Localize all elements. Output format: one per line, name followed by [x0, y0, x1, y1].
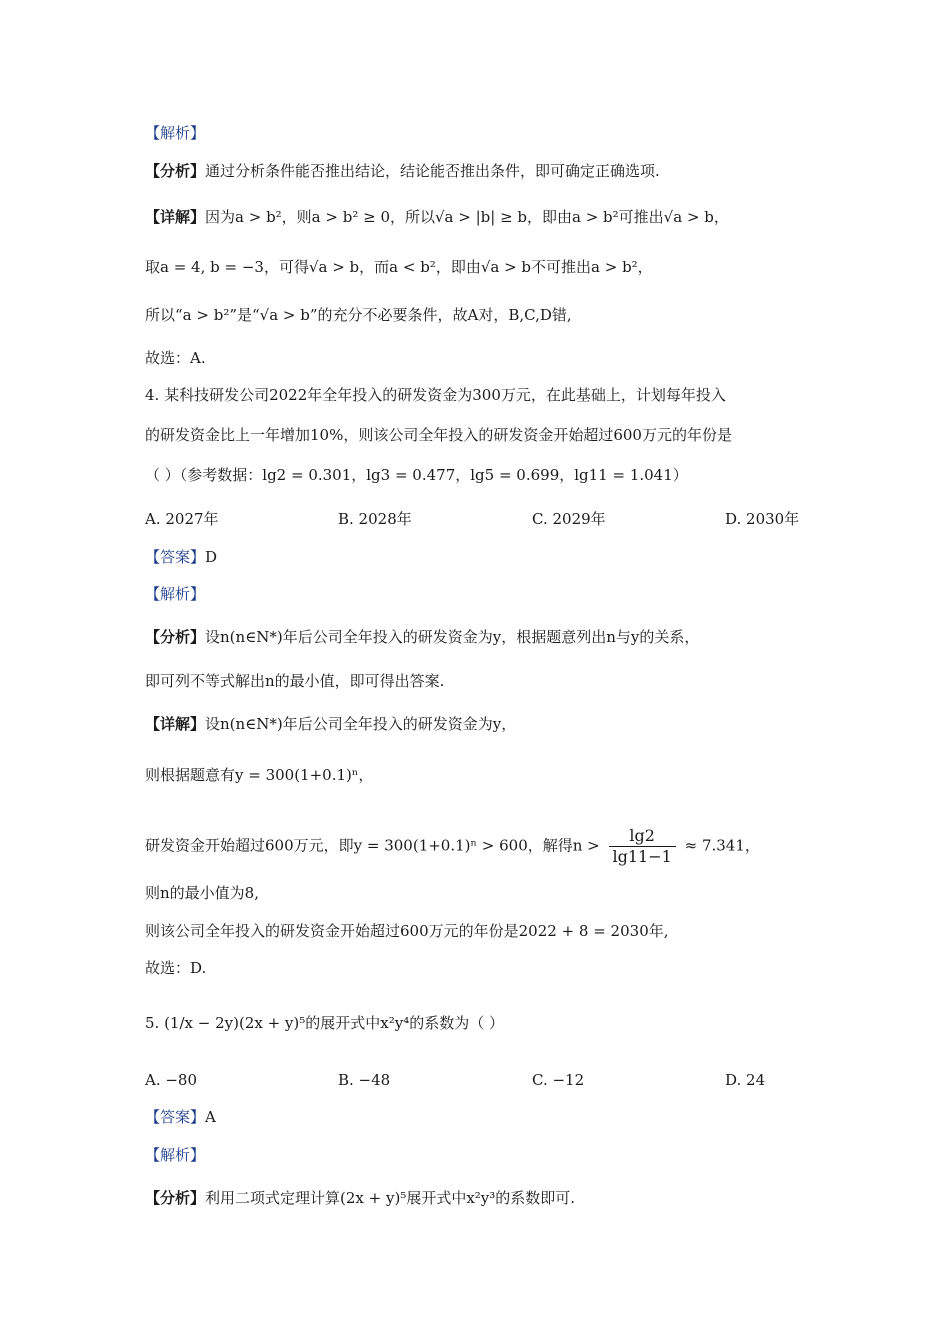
jiexi-heading: 【解析】: [145, 124, 206, 142]
q3-xiangjie-2: 取a = 4, b = −3，可得√a > b，而a < b²，即由√a > b不可推出a > b²，: [145, 258, 653, 276]
q4-xiangjie-1: [145, 714, 516, 734]
q4-option-b: B. 2028年: [338, 510, 412, 528]
fraction: [609, 826, 676, 867]
answer-tag: 【答案】: [145, 548, 206, 566]
q4-option-a: A. 2027年: [145, 510, 219, 528]
q4-guxuan: 故选：D.: [145, 959, 207, 977]
q5-jiexi: 【解析】: [145, 1146, 206, 1164]
q4-xiangjie-2: 则根据题意有y = 300(1+0.1)ⁿ，: [145, 766, 374, 784]
xiangjie-text: 因为a > b²，则a > b² ≥ 0，所以√a > |b| ≥ b，即由a > b²可推出√a > b，: [205, 208, 729, 226]
q3-fenxi: [145, 161, 660, 181]
q4-fenxi-2: 即可列不等式解出n的最小值，即可得出答案.: [145, 672, 445, 690]
answer-tag: 【答案】: [145, 1108, 206, 1126]
q4-jiexi: 【解析】: [145, 585, 206, 603]
xiangjie-3-approx: ≈ 7.341，: [684, 836, 760, 855]
q4-xiangjie-4: 则n的最小值为8,: [145, 884, 259, 902]
q3-xiangjie-1: [145, 207, 729, 227]
q5-option-a: A. −80: [145, 1071, 198, 1089]
fraction-numerator: lg2: [609, 826, 676, 847]
q4-stem-2: 的研发资金比上一年增加10%，则该公司全年投入的研发资金开始超过600万元的年份是: [145, 426, 732, 444]
fenxi-text: 设n(n∈N*)年后公司全年投入的研发资金为y，根据题意列出n与y的关系，: [205, 628, 700, 646]
q3-guxuan: 故选：A.: [145, 349, 206, 367]
q5-option-c: C. −12: [532, 1071, 585, 1089]
fenxi-tag: 【分析】: [145, 628, 206, 646]
fenxi-tag: 【分析】: [145, 162, 206, 180]
q5-option-b: B. −48: [338, 1071, 391, 1089]
q4-xiangjie-3: [145, 826, 760, 867]
fenxi-text: 利用二项式定理计算(2x + y)⁵展开式中x²y³的系数即可.: [205, 1189, 576, 1207]
answer-value: A: [205, 1108, 216, 1126]
q3-xiangjie-3: 所以“a > b²”是“√a > b”的充分不必要条件，故A对，B,C,D错,: [145, 306, 572, 324]
xiangjie-tag: 【详解】: [145, 715, 206, 733]
answer-value: D: [205, 548, 218, 566]
xiangjie-text: 设n(n∈N*)年后公司全年投入的研发资金为y，: [205, 715, 517, 733]
q4-option-d: D. 2030年: [725, 510, 800, 528]
q5-answer: [145, 1107, 216, 1127]
q5-stem: 5. (1/x − 2y)(2x + y)⁵的展开式中x²y⁴的系数为（ ）: [145, 1014, 504, 1032]
xiangjie-3-text: 研发资金开始超过600万元，即y = 300(1+0.1)ⁿ > 600，解得n >: [145, 836, 600, 855]
q5-fenxi: [145, 1188, 575, 1208]
fraction-denominator: lg11−1: [612, 847, 672, 866]
q4-xiangjie-5: 则该公司全年投入的研发资金开始超过600万元的年份是2022 + 8 = 2030年,: [145, 922, 669, 940]
q4-stem-3: （ ）（参考数据：lg2 = 0.301，lg3 = 0.477，lg5 = 0.699，lg11 = 1.041）: [145, 466, 688, 484]
q4-option-c: C. 2029年: [532, 510, 606, 528]
q4-stem-1: 4. 某科技研发公司2022年全年投入的研发资金为300万元，在此基础上，计划每年投入: [145, 386, 726, 404]
fenxi-tag: 【分析】: [145, 1189, 206, 1207]
q4-answer: [145, 547, 217, 567]
q5-option-d: D. 24: [725, 1071, 766, 1089]
fenxi-text: 通过分析条件能否推出结论，结论能否推出条件，即可确定正确选项.: [205, 162, 660, 180]
xiangjie-tag: 【详解】: [145, 208, 206, 226]
q4-fenxi-1: [145, 627, 699, 647]
